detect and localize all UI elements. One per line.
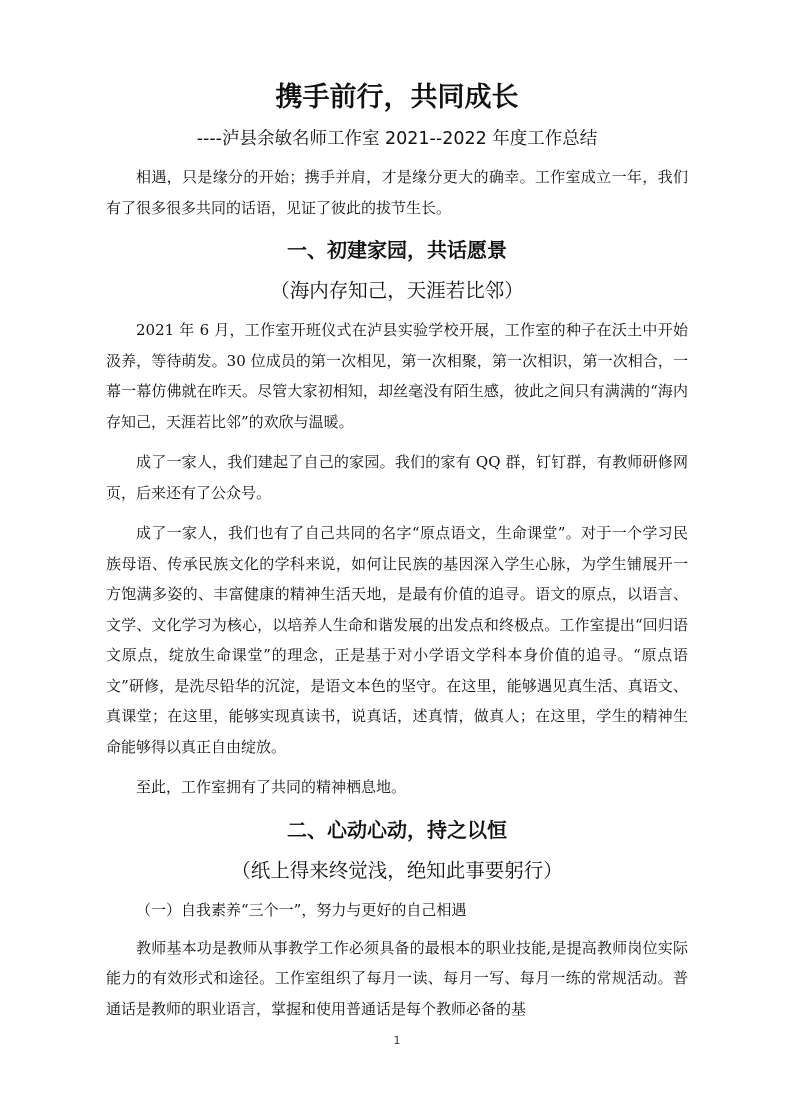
- section1-paragraph: 2021 年 6 月，工作室开班仪式在泸县实验学校开展，工作室的种子在沃土中开始汲养，等待萌发。30 位成员的第一次相见，第一次相聚，第一次相识，第一次相合，一幕一幕仿佛就在昨天。尽管大家初相知，却丝毫没有陌生感，彼此之间只有满满的“海内存知己，天涯若比邻”的欢欣与温暖。: [106, 321, 688, 431]
- document-title: 携手前行，共同成长: [275, 82, 519, 113]
- section1-paragraph: 至此，工作室拥有了共同的精神栖息地。: [136, 778, 407, 796]
- section-quote-2: （纸上得来终觉浅，绝知此事要躬行）: [231, 858, 563, 882]
- section-heading-1: 一、初建家园，共话愿景: [287, 238, 507, 262]
- section2-subheading: （一）自我素养“三个一”，努力与更好的自己相遇: [136, 900, 467, 919]
- document-subtitle: ----泸县余敏名师工作室 2021--2022 年度工作总结: [196, 129, 598, 149]
- section1-paragraph: 成了一家人，我们建起了自己的家园。我们的家有 QQ 群，钉钉群，有教师研修网页，后来还有了公众号。: [106, 453, 688, 502]
- section2-paragraph: 教师基本功是教师从事教学工作必须具备的最根本的职业技能,是提高教师岗位实际能力的有效形式和途径。工作室组织了每月一读、每月一写、每月一练的常规活动。普通话是教师的职业语言，掌握和使用普通话是每个教师必备的基: [106, 938, 688, 1018]
- section-quote-1: （海内存知己，天涯若比邻）: [270, 279, 524, 302]
- intro-paragraph: 相遇，只是缘分的开始；携手并肩，才是缘分更大的确幸。工作室成立一年，我们有了很多很多共同的话语，见证了彼此的拔节生长。: [106, 168, 688, 217]
- section1-paragraph: 成了一家人，我们也有了自己共同的名字“原点语文，生命课堂”。对于一个学习民族母语、传承民族文化的学科来说，如何让民族的基因深入学生心脉，为学生铺展开一方饱满多姿的、丰富健康的精神生活天地，是最有价值的追寻。语文的原点，以语言、文学、文化学习为核心，以培养人生命和谐发展的出发点和终极点。工作室提出“回归语文原点，绽放生命课堂”的理念，正是基于对小学语文学科本身价值的追寻。“原点语文”研修，是洗尽铅华的沉淀，是语文本色的坚守。在这里，能够遇见真生活、真语文、真课堂；在这里，能够实现真读书，说真话，述真情，做真人；在这里，学生的精神生命能够得以真正自由绽放。: [106, 524, 688, 756]
- section-heading-2: 二、心动心动，持之以恒: [287, 817, 507, 842]
- page-number: 1: [393, 1034, 401, 1047]
